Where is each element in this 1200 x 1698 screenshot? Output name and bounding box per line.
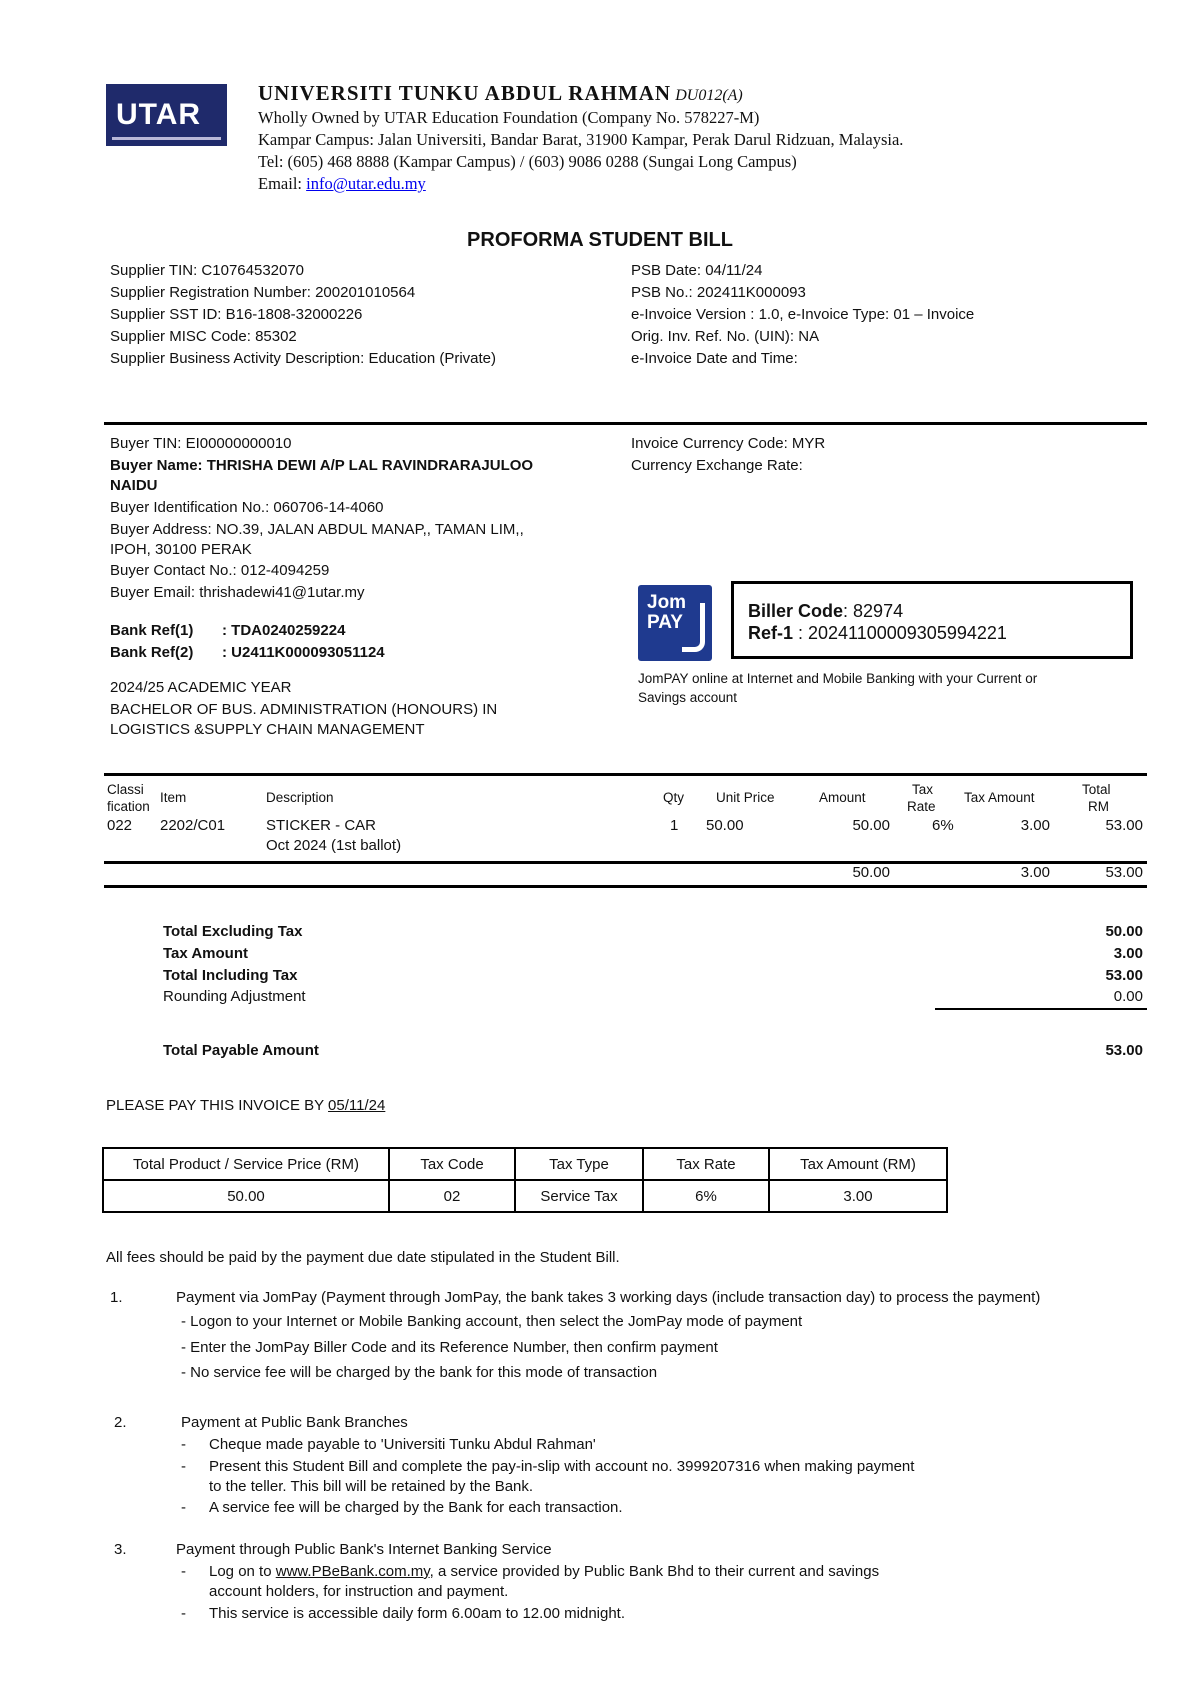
cell-tax-amount: 3.00 — [1020, 817, 1050, 834]
th-amount: Amount — [819, 790, 866, 805]
tax-summary-table — [102, 1147, 948, 1213]
method2-number: 2. — [114, 1414, 127, 1431]
pay-by-notice — [106, 1095, 385, 1117]
buyer-address-line1: Buyer Address: NO.39, JALAN ABDUL MANAP,, TAMAN LIM,, — [110, 521, 524, 538]
th-unit-price: Unit Price — [716, 790, 775, 805]
method1-title: Payment via JomPay (Payment through JomPay, the bank takes 3 working days (include transaction day) to process the payment) — [176, 1289, 1041, 1306]
method2-title: Payment at Public Bank Branches — [181, 1414, 408, 1431]
method3-dash1: - — [181, 1563, 186, 1580]
pay-by-text: PLEASE PAY THIS INVOICE BY — [106, 1097, 329, 1114]
total-incl-tax-value: 53.00 — [1105, 967, 1143, 984]
orig-inv-ref: Orig. Inv. Ref. No. (UIN): NA — [631, 328, 820, 345]
buyer-name — [110, 455, 533, 477]
ref1-value: : 20241100009305994221 — [793, 623, 1007, 643]
method3-dash2: - — [181, 1605, 186, 1622]
method3-step1-prefix: Log on to — [209, 1563, 276, 1580]
page-title: PROFORMA STUDENT BILL — [467, 229, 733, 251]
th-description: Description — [266, 790, 334, 805]
th-tax-rate-2: Rate — [907, 799, 936, 814]
biller-code-value: : 82974 — [843, 601, 904, 621]
jompay-logo-text1: Jom — [647, 592, 687, 613]
cell-amount: 50.00 — [852, 817, 890, 834]
total-excl-tax-label: Total Excluding Tax — [163, 923, 303, 940]
subtotal-tax-amount: 3.00 — [1020, 864, 1050, 881]
tax-td-code: 02 — [389, 1180, 515, 1212]
total-payable-label: Total Payable Amount — [163, 1042, 319, 1059]
buyer-email: Buyer Email: thrishadewi41@1utar.my — [110, 584, 365, 601]
email-link[interactable]: info@utar.edu.my — [306, 174, 426, 193]
tax-th-rate: Tax Rate — [643, 1148, 769, 1180]
method1-step1: - Logon to your Internet or Mobile Banking account, then select the JomPay mode of payment — [181, 1313, 803, 1330]
currency-code: Invoice Currency Code: MYR — [631, 435, 826, 452]
method3-title: Payment through Public Bank's Internet Banking Service — [176, 1541, 552, 1558]
university-heading — [258, 82, 743, 107]
cell-tax-rate: 6% — [932, 817, 954, 834]
document-code: DU012(A) — [675, 87, 743, 104]
rounding-label: Rounding Adjustment — [163, 988, 306, 1005]
tax-td-type: Service Tax — [515, 1180, 643, 1212]
total-excl-tax-value: 50.00 — [1105, 923, 1143, 940]
method2-step3: A service fee will be charged by the Bank for each transaction. — [209, 1499, 623, 1516]
academic-year: 2024/25 ACADEMIC YEAR — [110, 679, 292, 696]
method1-step3: - No service fee will be charged by the bank for this mode of transaction — [181, 1364, 658, 1381]
jompay-logo — [638, 585, 712, 661]
subtotal-amount: 50.00 — [852, 864, 890, 881]
method3-step1-cont: account holders, for instruction and payment. — [209, 1583, 509, 1600]
utar-logo — [106, 84, 227, 146]
th-tax-rate-1: Tax — [912, 782, 934, 797]
summary-divider — [935, 1008, 1147, 1010]
ref1 — [748, 622, 1007, 644]
th-total-2: RM — [1088, 799, 1109, 814]
cell-description-1: STICKER - CAR — [266, 817, 377, 834]
jompay-j-hook — [682, 603, 705, 652]
biller-code — [748, 600, 903, 622]
biller-code-label: Biller Code — [748, 601, 844, 621]
jompay-note-line1: JomPAY online at Internet and Mobile Banking with your Current or — [638, 671, 1038, 686]
supplier-activity: Supplier Business Activity Description: Education (Private) — [110, 350, 497, 367]
method1-number: 1. — [110, 1289, 123, 1306]
th-tax-amount: Tax Amount — [964, 790, 1035, 805]
psb-no: PSB No.: 202411K000093 — [631, 284, 806, 301]
table-row — [103, 1180, 947, 1212]
method2-dash1: - — [181, 1436, 186, 1453]
cell-item: 2202/C01 — [160, 817, 226, 834]
items-table-bottom-border — [104, 885, 1147, 888]
bank-ref1-value: : TDA0240259224 — [222, 622, 346, 639]
supplier-tin: Supplier TIN: C10764532070 — [110, 262, 305, 279]
tax-td-amount: 3.00 — [769, 1180, 947, 1212]
pbebank-link[interactable]: www.PBeBank.com.my — [275, 1563, 430, 1580]
method3-number: 3. — [114, 1541, 127, 1558]
buyer-name-label: Buyer Name: — [110, 457, 207, 474]
th-classification-1: Classi — [107, 782, 144, 797]
bank-ref2-value: : U2411K000093051124 — [222, 644, 385, 661]
cell-total: 53.00 — [1105, 817, 1143, 834]
method2-step2a: Present this Student Bill and complete the pay-in-slip with account no. 3999207316 when making payment — [209, 1458, 915, 1475]
ref1-label: Ref-1 — [748, 623, 794, 643]
buyer-tin: Buyer TIN: EI00000000010 — [110, 435, 292, 452]
method2-step1: Cheque made payable to 'Universiti Tunku Abdul Rahman' — [209, 1436, 596, 1453]
psb-date: PSB Date: 04/11/24 — [631, 262, 763, 279]
einvoice-datetime: e-Invoice Date and Time: — [631, 350, 798, 367]
method3-step1 — [209, 1561, 879, 1583]
einvoice-version: e-Invoice Version : 1.0, e-Invoice Type: 01 – Invoice — [631, 306, 975, 323]
method2-step2b: to the teller. This bill will be retained by the Bank. — [209, 1478, 534, 1495]
tax-td-rate: 6% — [643, 1180, 769, 1212]
tax-amount-label: Tax Amount — [163, 945, 248, 962]
currency-rate: Currency Exchange Rate: — [631, 457, 803, 474]
logo-tagline-bar — [112, 137, 221, 140]
campus-address: Kampar Campus: Jalan Universiti, Bandar Barat, 31900 Kampar, Perak Darul Ridzuan, Malaysia. — [258, 130, 904, 149]
tax-amount-value: 3.00 — [1113, 945, 1143, 962]
tax-th-price: Total Product / Service Price (RM) — [103, 1148, 389, 1180]
buyer-contact: Buyer Contact No.: 012-4094259 — [110, 562, 330, 579]
email-line — [258, 173, 426, 195]
table-row — [103, 1148, 947, 1180]
buyer-id-no: Buyer Identification No.: 060706-14-4060 — [110, 499, 384, 516]
cell-unit-price: 50.00 — [706, 817, 744, 834]
cell-classification: 022 — [107, 817, 133, 834]
subtotal-total: 53.00 — [1105, 864, 1143, 881]
items-table-top-border — [104, 773, 1147, 776]
th-item: Item — [160, 790, 187, 805]
instructions-intro: All fees should be paid by the payment due date stipulated in the Student Bill. — [106, 1249, 620, 1266]
tax-th-amount: Tax Amount (RM) — [769, 1148, 947, 1180]
cell-description-2: Oct 2024 (1st ballot) — [266, 837, 402, 854]
method2-dash3: - — [181, 1499, 186, 1516]
rounding-value: 0.00 — [1113, 988, 1143, 1005]
method2-dash2: - — [181, 1458, 186, 1475]
bank-ref2-label: Bank Ref(2) — [110, 644, 194, 661]
buyer-name-line2: NAIDU — [110, 477, 158, 494]
supplier-reg-no: Supplier Registration Number: 200201010564 — [110, 284, 416, 301]
jompay-logo-text2: PAY — [647, 612, 683, 633]
programme-line1: BACHELOR OF BUS. ADMINISTRATION (HONOURS) IN — [110, 701, 498, 718]
university-name: UNIVERSITI TUNKU ABDUL RAHMAN — [258, 81, 672, 105]
buyer-name-line1: THRISHA DEWI A/P LAL RAVINDRARAJULOO — [206, 457, 534, 474]
tax-th-code: Tax Code — [389, 1148, 515, 1180]
tax-th-type: Tax Type — [515, 1148, 643, 1180]
logo-text: UTAR — [116, 98, 202, 131]
telephone: Tel: (605) 468 8888 (Kampar Campus) / (603) 9086 0288 (Sungai Long Campus) — [258, 152, 797, 171]
bank-ref1-label: Bank Ref(1) — [110, 622, 194, 639]
email-label: Email: — [258, 174, 307, 193]
cell-qty: 1 — [670, 817, 679, 834]
owned-by: Wholly Owned by UTAR Education Foundation (Company No. 578227-M) — [258, 108, 760, 127]
pay-by-date: 05/11/24 — [328, 1097, 386, 1114]
programme-line2: LOGISTICS &SUPPLY CHAIN MANAGEMENT — [110, 721, 425, 738]
supplier-misc-code: Supplier MISC Code: 85302 — [110, 328, 297, 345]
jompay-note-line2: Savings account — [638, 690, 738, 705]
supplier-sst-id: Supplier SST ID: B16-1808-32000226 — [110, 306, 363, 323]
total-payable-value: 53.00 — [1105, 1042, 1143, 1059]
method3-step2: This service is accessible daily form 6.00am to 12.00 midnight. — [209, 1605, 626, 1622]
th-total-1: Total — [1082, 782, 1111, 797]
th-qty: Qty — [663, 790, 685, 805]
method1-step2: - Enter the JomPay Biller Code and its Reference Number, then confirm payment — [181, 1339, 718, 1356]
biller-box — [731, 581, 1133, 659]
th-classification-2: fication — [107, 799, 150, 814]
tax-td-price: 50.00 — [103, 1180, 389, 1212]
method3-step1-suffix: , a service provided by Public Bank Bhd to their current and savings — [429, 1563, 880, 1580]
buyer-address-line2: IPOH, 30100 PERAK — [110, 541, 252, 558]
total-incl-tax-label: Total Including Tax — [163, 967, 298, 984]
divider — [104, 422, 1147, 425]
